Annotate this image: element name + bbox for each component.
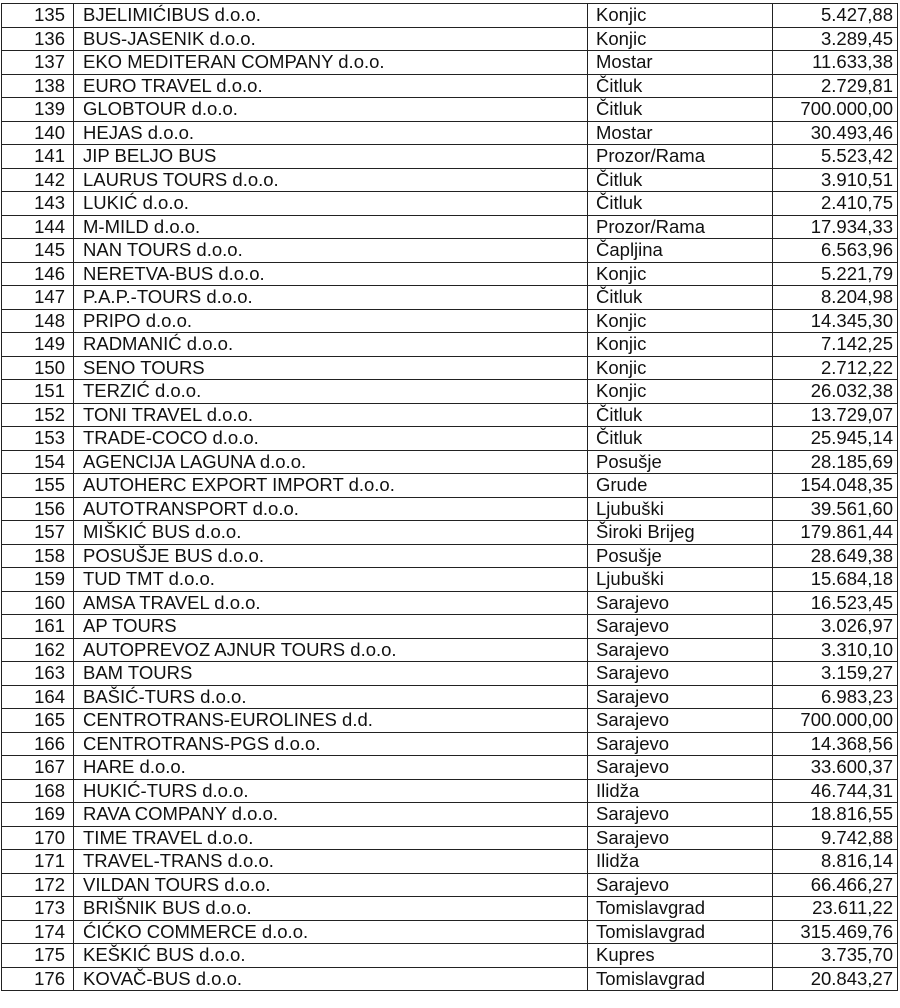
table-row	[2, 873, 898, 897]
amount-cell: 7.142,25	[773, 333, 898, 357]
row-number-cell: 158	[2, 544, 74, 568]
city-cell: Mostar	[588, 121, 773, 145]
amount-cell: 26.032,38	[773, 380, 898, 404]
row-number-cell: 153	[2, 427, 74, 451]
table-row	[2, 309, 898, 333]
company-name-cell: CENTROTRANS-EUROLINES d.d.	[74, 709, 588, 733]
city-cell: Ilidža	[588, 850, 773, 874]
company-name-cell: KOVAČ-BUS d.o.o.	[74, 967, 588, 991]
city-cell: Ilidža	[588, 779, 773, 803]
amount-cell: 18.816,55	[773, 803, 898, 827]
row-number-cell: 168	[2, 779, 74, 803]
company-name-cell: AUTOHERC EXPORT IMPORT d.o.o.	[74, 474, 588, 498]
city-cell: Čitluk	[588, 98, 773, 122]
city-cell: Tomislavgrad	[588, 920, 773, 944]
amount-cell: 700.000,00	[773, 98, 898, 122]
row-number-cell: 145	[2, 239, 74, 263]
row-number-cell: 135	[2, 4, 74, 28]
company-name-cell: PRIPO d.o.o.	[74, 309, 588, 333]
table-row	[2, 192, 898, 216]
amount-cell: 315.469,76	[773, 920, 898, 944]
city-cell: Čitluk	[588, 427, 773, 451]
city-cell: Sarajevo	[588, 732, 773, 756]
row-number-cell: 162	[2, 638, 74, 662]
city-cell: Konjic	[588, 27, 773, 51]
company-name-cell: HARE d.o.o.	[74, 756, 588, 780]
city-cell: Konjic	[588, 309, 773, 333]
company-name-cell: SENO TOURS	[74, 356, 588, 380]
amount-cell: 16.523,45	[773, 591, 898, 615]
table-row	[2, 803, 898, 827]
row-number-cell: 173	[2, 897, 74, 921]
row-number-cell: 164	[2, 685, 74, 709]
company-name-cell: HUKIĆ-TURS d.o.o.	[74, 779, 588, 803]
table-row	[2, 756, 898, 780]
amount-cell: 3.026,97	[773, 615, 898, 639]
city-cell: Sarajevo	[588, 873, 773, 897]
row-number-cell: 172	[2, 873, 74, 897]
city-cell: Prozor/Rama	[588, 215, 773, 239]
company-name-cell: POSUŠJE BUS d.o.o.	[74, 544, 588, 568]
table-row	[2, 521, 898, 545]
city-cell: Posušje	[588, 544, 773, 568]
city-cell: Posušje	[588, 450, 773, 474]
company-name-cell: TUD TMT d.o.o.	[74, 568, 588, 592]
city-cell: Tomislavgrad	[588, 967, 773, 991]
company-name-cell: BRIŠNIK BUS d.o.o.	[74, 897, 588, 921]
amount-cell: 20.843,27	[773, 967, 898, 991]
company-name-cell: NERETVA-BUS d.o.o.	[74, 262, 588, 286]
city-cell: Sarajevo	[588, 591, 773, 615]
row-number-cell: 156	[2, 497, 74, 521]
row-number-cell: 140	[2, 121, 74, 145]
table-row	[2, 474, 898, 498]
row-number-cell: 143	[2, 192, 74, 216]
city-cell: Čitluk	[588, 192, 773, 216]
row-number-cell: 174	[2, 920, 74, 944]
table-row	[2, 709, 898, 733]
company-name-cell: EKO MEDITERAN COMPANY d.o.o.	[74, 51, 588, 75]
company-name-cell: BAŠIĆ-TURS d.o.o.	[74, 685, 588, 709]
table-row	[2, 4, 898, 28]
table-row	[2, 591, 898, 615]
company-name-cell: RADMANIĆ d.o.o.	[74, 333, 588, 357]
table-row	[2, 121, 898, 145]
amount-cell: 8.816,14	[773, 850, 898, 874]
row-number-cell: 166	[2, 732, 74, 756]
company-name-cell: M-MILD d.o.o.	[74, 215, 588, 239]
city-cell: Sarajevo	[588, 638, 773, 662]
table-row	[2, 920, 898, 944]
company-name-cell: LUKIĆ d.o.o.	[74, 192, 588, 216]
row-number-cell: 154	[2, 450, 74, 474]
company-name-cell: ĆIĆKO COMMERCE d.o.o.	[74, 920, 588, 944]
row-number-cell: 138	[2, 74, 74, 98]
table-row	[2, 145, 898, 169]
city-cell: Kupres	[588, 944, 773, 968]
amount-cell: 5.221,79	[773, 262, 898, 286]
company-name-cell: CENTROTRANS-PGS d.o.o.	[74, 732, 588, 756]
amount-cell: 179.861,44	[773, 521, 898, 545]
table-row	[2, 380, 898, 404]
table-row	[2, 51, 898, 75]
table-row	[2, 497, 898, 521]
company-name-cell: TERZIĆ d.o.o.	[74, 380, 588, 404]
row-number-cell: 150	[2, 356, 74, 380]
row-number-cell: 176	[2, 967, 74, 991]
amount-cell: 28.649,38	[773, 544, 898, 568]
amount-cell: 3.310,10	[773, 638, 898, 662]
amount-cell: 30.493,46	[773, 121, 898, 145]
company-name-cell: TIME TRAVEL d.o.o.	[74, 826, 588, 850]
amount-cell: 154.048,35	[773, 474, 898, 498]
company-name-cell: AP TOURS	[74, 615, 588, 639]
company-name-cell: HEJAS d.o.o.	[74, 121, 588, 145]
amount-cell: 5.523,42	[773, 145, 898, 169]
table-body	[2, 4, 898, 991]
row-number-cell: 159	[2, 568, 74, 592]
company-name-cell: AUTOPREVOZ AJNUR TOURS d.o.o.	[74, 638, 588, 662]
table-row	[2, 262, 898, 286]
row-number-cell: 169	[2, 803, 74, 827]
row-number-cell: 163	[2, 662, 74, 686]
company-name-cell: BJELIMIĆIBUS d.o.o.	[74, 4, 588, 28]
amount-cell: 17.934,33	[773, 215, 898, 239]
amount-cell: 28.185,69	[773, 450, 898, 474]
amount-cell: 14.345,30	[773, 309, 898, 333]
row-number-cell: 171	[2, 850, 74, 874]
row-number-cell: 139	[2, 98, 74, 122]
amount-cell: 3.910,51	[773, 168, 898, 192]
amount-cell: 6.983,23	[773, 685, 898, 709]
amount-cell: 700.000,00	[773, 709, 898, 733]
row-number-cell: 144	[2, 215, 74, 239]
company-amounts-table	[1, 3, 898, 991]
city-cell: Sarajevo	[588, 662, 773, 686]
city-cell: Čitluk	[588, 168, 773, 192]
company-name-cell: AGENCIJA LAGUNA d.o.o.	[74, 450, 588, 474]
table-row	[2, 544, 898, 568]
row-number-cell: 136	[2, 27, 74, 51]
amount-cell: 25.945,14	[773, 427, 898, 451]
company-name-cell: LAURUS TOURS d.o.o.	[74, 168, 588, 192]
table-row	[2, 615, 898, 639]
city-cell: Grude	[588, 474, 773, 498]
table-row	[2, 685, 898, 709]
row-number-cell: 141	[2, 145, 74, 169]
table-row	[2, 239, 898, 263]
amount-cell: 5.427,88	[773, 4, 898, 28]
company-name-cell: RAVA COMPANY d.o.o.	[74, 803, 588, 827]
city-cell: Sarajevo	[588, 709, 773, 733]
amount-cell: 13.729,07	[773, 403, 898, 427]
row-number-cell: 146	[2, 262, 74, 286]
table-row	[2, 779, 898, 803]
company-name-cell: NAN TOURS d.o.o.	[74, 239, 588, 263]
row-number-cell: 149	[2, 333, 74, 357]
table-row	[2, 944, 898, 968]
table-row	[2, 662, 898, 686]
table-row	[2, 168, 898, 192]
table-row	[2, 403, 898, 427]
company-name-cell: MIŠKIĆ BUS d.o.o.	[74, 521, 588, 545]
city-cell: Konjic	[588, 262, 773, 286]
city-cell: Prozor/Rama	[588, 145, 773, 169]
city-cell: Sarajevo	[588, 615, 773, 639]
row-number-cell: 142	[2, 168, 74, 192]
amount-cell: 2.712,22	[773, 356, 898, 380]
company-name-cell: JIP BELJO BUS	[74, 145, 588, 169]
company-name-cell: BAM TOURS	[74, 662, 588, 686]
row-number-cell: 152	[2, 403, 74, 427]
company-name-cell: EURO TRAVEL d.o.o.	[74, 74, 588, 98]
amount-cell: 66.466,27	[773, 873, 898, 897]
city-cell: Čapljina	[588, 239, 773, 263]
company-name-cell: VILDAN TOURS d.o.o.	[74, 873, 588, 897]
city-cell: Ljubuški	[588, 497, 773, 521]
row-number-cell: 170	[2, 826, 74, 850]
amount-cell: 14.368,56	[773, 732, 898, 756]
table-row	[2, 638, 898, 662]
row-number-cell: 165	[2, 709, 74, 733]
city-cell: Ljubuški	[588, 568, 773, 592]
table-row	[2, 826, 898, 850]
amount-cell: 33.600,37	[773, 756, 898, 780]
amount-cell: 3.735,70	[773, 944, 898, 968]
amount-cell: 23.611,22	[773, 897, 898, 921]
table-row	[2, 215, 898, 239]
city-cell: Tomislavgrad	[588, 897, 773, 921]
company-name-cell: BUS-JASENIK d.o.o.	[74, 27, 588, 51]
city-cell: Konjic	[588, 380, 773, 404]
city-cell: Konjic	[588, 356, 773, 380]
amount-cell: 9.742,88	[773, 826, 898, 850]
company-name-cell: AMSA TRAVEL d.o.o.	[74, 591, 588, 615]
company-name-cell: KEŠKIĆ BUS d.o.o.	[74, 944, 588, 968]
city-cell: Sarajevo	[588, 826, 773, 850]
row-number-cell: 148	[2, 309, 74, 333]
city-cell: Konjic	[588, 4, 773, 28]
amount-cell: 11.633,38	[773, 51, 898, 75]
city-cell: Sarajevo	[588, 756, 773, 780]
row-number-cell: 157	[2, 521, 74, 545]
row-number-cell: 155	[2, 474, 74, 498]
table-row	[2, 27, 898, 51]
amount-cell: 8.204,98	[773, 286, 898, 310]
table-row	[2, 967, 898, 991]
city-cell: Široki Brijeg	[588, 521, 773, 545]
city-cell: Čitluk	[588, 74, 773, 98]
table-row	[2, 74, 898, 98]
city-cell: Konjic	[588, 333, 773, 357]
table-row	[2, 356, 898, 380]
amount-cell: 39.561,60	[773, 497, 898, 521]
amount-cell: 46.744,31	[773, 779, 898, 803]
row-number-cell: 160	[2, 591, 74, 615]
row-number-cell: 167	[2, 756, 74, 780]
amount-cell: 2.729,81	[773, 74, 898, 98]
table-row	[2, 98, 898, 122]
company-name-cell: TRAVEL-TRANS d.o.o.	[74, 850, 588, 874]
city-cell: Mostar	[588, 51, 773, 75]
row-number-cell: 147	[2, 286, 74, 310]
table-row	[2, 897, 898, 921]
table-row	[2, 732, 898, 756]
row-number-cell: 137	[2, 51, 74, 75]
table-row	[2, 333, 898, 357]
table-row	[2, 427, 898, 451]
company-name-cell: P.A.P.-TOURS d.o.o.	[74, 286, 588, 310]
city-cell: Čitluk	[588, 286, 773, 310]
city-cell: Sarajevo	[588, 803, 773, 827]
row-number-cell: 161	[2, 615, 74, 639]
amount-cell: 2.410,75	[773, 192, 898, 216]
amount-cell: 3.159,27	[773, 662, 898, 686]
table-row	[2, 286, 898, 310]
company-name-cell: TRADE-COCO d.o.o.	[74, 427, 588, 451]
table-row	[2, 568, 898, 592]
company-name-cell: TONI TRAVEL d.o.o.	[74, 403, 588, 427]
company-name-cell: AUTOTRANSPORT d.o.o.	[74, 497, 588, 521]
city-cell: Čitluk	[588, 403, 773, 427]
amount-cell: 6.563,96	[773, 239, 898, 263]
row-number-cell: 175	[2, 944, 74, 968]
amount-cell: 15.684,18	[773, 568, 898, 592]
row-number-cell: 151	[2, 380, 74, 404]
table-row	[2, 850, 898, 874]
city-cell: Sarajevo	[588, 685, 773, 709]
company-name-cell: GLOBTOUR d.o.o.	[74, 98, 588, 122]
amount-cell: 3.289,45	[773, 27, 898, 51]
table-row	[2, 450, 898, 474]
